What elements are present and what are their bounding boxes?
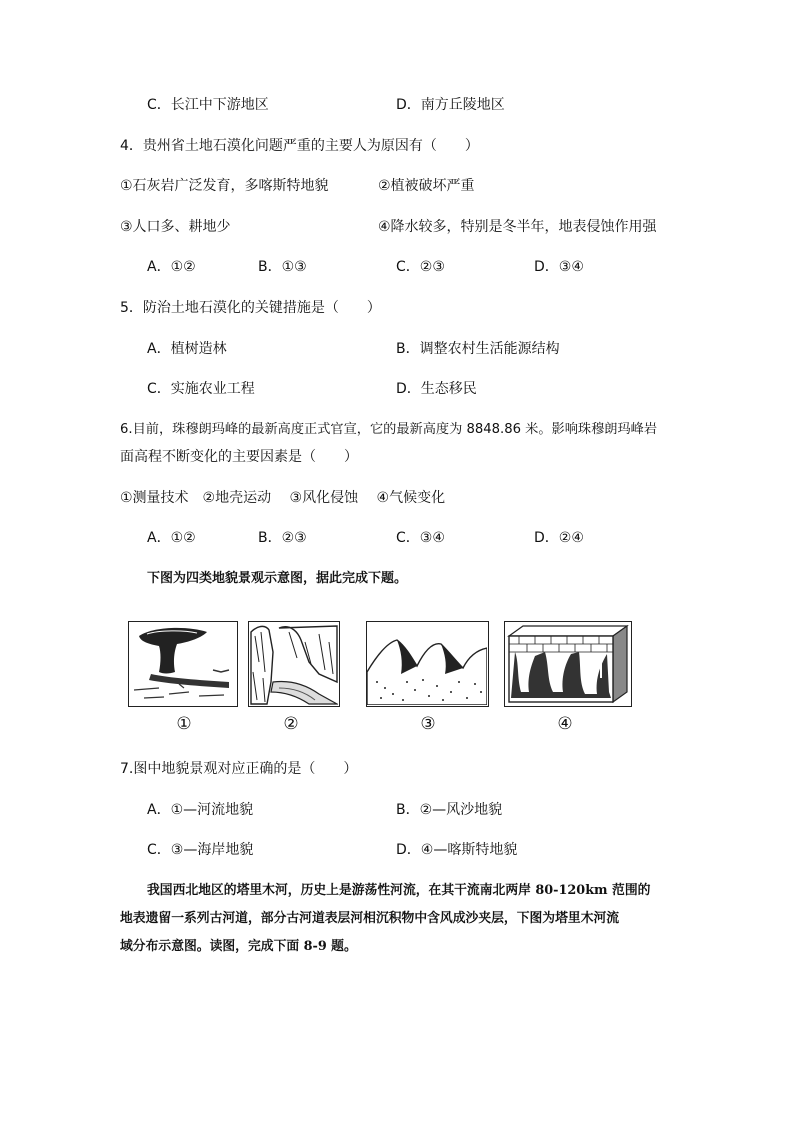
q6-option-a: A．①② <box>147 530 196 546</box>
q4-option-c: C．②③ <box>396 259 445 275</box>
q7-option-a: A．①—河流地貌 <box>147 802 254 818</box>
q6-stem-line1: 6.目前，珠穆朗玛峰的最新高度正式官宣，它的最新高度为 8848.86 米。影响珠穆朗玛峰岩 <box>120 422 658 437</box>
figure-label-4: ④ <box>557 714 573 734</box>
figure-label-1: ① <box>176 714 192 734</box>
q3-option-c: C．长江中下游地区 <box>147 97 269 113</box>
q6-stem-line2: 面高程不断变化的主要因素是（ ） <box>120 449 358 465</box>
q4-stem: 4．贵州省土地石漠化问题严重的主要人为原因有（ ） <box>120 138 479 154</box>
q6-option-d: D．②④ <box>534 530 584 546</box>
q5-option-a: A．植树造林 <box>147 341 227 357</box>
q4-item-1: ①石灰岩广泛发育，多喀斯特地貌 <box>120 178 329 194</box>
q7-option-c: C．③—海岸地貌 <box>147 842 254 858</box>
q4-item-4: ④降水较多，特别是冬半年，地表侵蚀作用强 <box>378 219 657 235</box>
q4-option-a: A．①② <box>147 259 196 275</box>
figure-intro: 下图为四类地貌景观示意图，据此完成下题。 <box>147 571 408 586</box>
q3-option-d: D．南方丘陵地区 <box>396 97 505 113</box>
q7-option-d: D．④—喀斯特地貌 <box>396 842 518 858</box>
figure-label-3: ③ <box>420 714 436 734</box>
landform-image-3 <box>366 621 489 707</box>
passage-line-1: 我国西北地区的塔里木河，历史上是游荡性河流，在其干流南北两岸 80-120km 范围的 <box>147 883 651 898</box>
q4-option-b: B．①③ <box>258 259 307 275</box>
figure-label-2: ② <box>283 714 299 734</box>
q4-item-2: ②植被破坏严重 <box>378 178 475 194</box>
landform-image-4 <box>504 621 632 707</box>
landform-image-2 <box>248 621 340 707</box>
passage-line-2: 地表遗留一系列古河道，部分古河道表层河相沉积物中含风成沙夹层，下图为塔里木河流 <box>120 911 620 926</box>
passage-line-3: 域分布示意图。读图，完成下面 8-9 题。 <box>120 939 357 954</box>
q6-items: ①测量技术 ②地壳运动 ③风化侵蚀 ④气候变化 <box>120 490 446 506</box>
landform-image-1 <box>128 621 238 707</box>
q4-item-3: ③人口多、耕地少 <box>120 219 231 235</box>
q5-option-d: D．生态移民 <box>396 381 477 397</box>
q6-option-b: B．②③ <box>258 530 307 546</box>
q5-option-b: B．调整农村生活能源结构 <box>396 341 560 357</box>
q7-stem: 7.图中地貌景观对应正确的是（ ） <box>120 761 358 777</box>
q6-option-c: C．③④ <box>396 530 445 546</box>
q5-stem: 5．防治土地石漠化的关键措施是（ ） <box>120 300 381 316</box>
q4-option-d: D．③④ <box>534 259 584 275</box>
q7-option-b: B．②—风沙地貌 <box>396 802 503 818</box>
q5-option-c: C．实施农业工程 <box>147 381 255 397</box>
